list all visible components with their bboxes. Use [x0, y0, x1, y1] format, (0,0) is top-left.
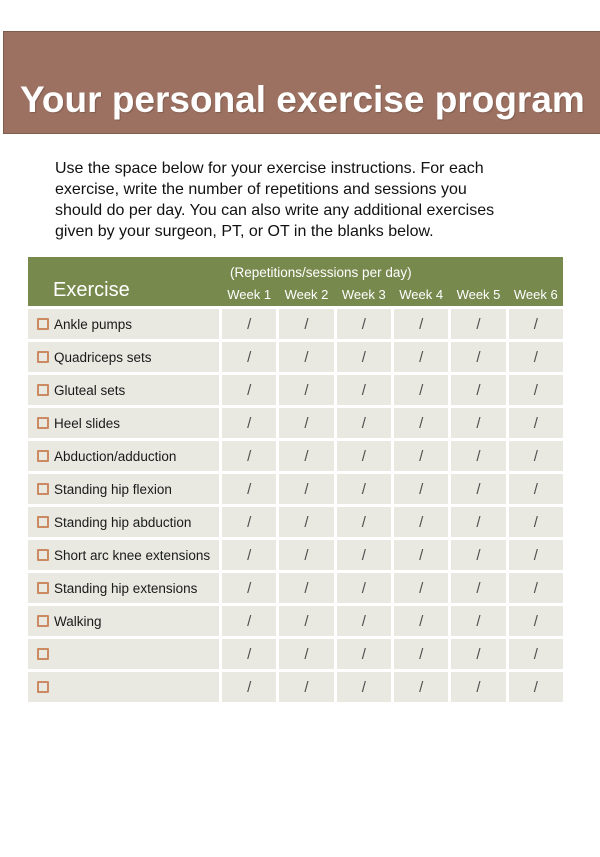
slash-placeholder: / [419, 513, 424, 531]
week-value-cell [509, 573, 563, 603]
exercise-label: Abduction/adduction [54, 448, 177, 464]
week-value-cell [509, 606, 563, 636]
week-value-cell [509, 408, 563, 438]
slash-placeholder: / [533, 381, 538, 399]
slash-placeholder: / [361, 348, 366, 366]
week-value-cell [451, 375, 505, 405]
slash-placeholder: / [419, 678, 424, 696]
slash-placeholder: / [304, 678, 309, 696]
slash-placeholder: / [533, 447, 538, 465]
week-value-cell [222, 375, 276, 405]
table-row [28, 375, 563, 405]
checkbox-icon[interactable] [37, 384, 49, 396]
week-value-cell [279, 672, 333, 702]
exercise-label: Short arc knee extensions [54, 547, 211, 563]
exercise-cell [28, 474, 219, 504]
week-value-cell [509, 540, 563, 570]
exercise-cell [28, 672, 219, 702]
week-value-cell [451, 342, 505, 372]
checkbox-icon[interactable] [37, 450, 49, 462]
slash-placeholder: / [419, 612, 424, 630]
intro-line: should do per day. You can also write any additional exercises [55, 202, 495, 219]
week-value-cell [337, 474, 391, 504]
week-value-cell [509, 639, 563, 669]
table-row [28, 474, 563, 504]
slash-placeholder: / [304, 315, 309, 333]
week-value-cell [394, 540, 448, 570]
week-value-cell [451, 441, 505, 471]
checkbox-icon[interactable] [37, 516, 49, 528]
slash-placeholder: / [247, 447, 252, 465]
week-value-cell [222, 639, 276, 669]
slash-placeholder: / [304, 546, 309, 564]
slash-placeholder: / [419, 414, 424, 432]
table-header [28, 257, 563, 306]
slash-placeholder: / [247, 546, 252, 564]
week-value-cell [222, 672, 276, 702]
week-value-cell [222, 606, 276, 636]
exercise-label: Quadriceps sets [54, 349, 152, 365]
week-value-cell [222, 573, 276, 603]
week-value-cell [279, 474, 333, 504]
exercise-label: Ankle pumps [54, 316, 133, 332]
slash-placeholder: / [304, 381, 309, 399]
slash-placeholder: / [304, 645, 309, 663]
table-row [28, 507, 563, 537]
exercise-cell [28, 408, 219, 438]
week-value-cell [279, 309, 333, 339]
exercise-cell [28, 507, 219, 537]
repetitions-header: (Repetitions/sessions per day) [230, 265, 412, 280]
week-value-cell [451, 639, 505, 669]
week-value-cell [222, 342, 276, 372]
week-value-cell [222, 540, 276, 570]
week-value-cell [222, 474, 276, 504]
week-2-header: Week 2 [284, 287, 329, 302]
slash-placeholder: / [419, 480, 424, 498]
page-banner [3, 31, 600, 134]
slash-placeholder: / [419, 315, 424, 333]
table-body [28, 309, 563, 702]
slash-placeholder: / [533, 678, 538, 696]
checkbox-icon[interactable] [37, 318, 49, 330]
slash-placeholder: / [476, 546, 481, 564]
slash-placeholder: / [476, 348, 481, 366]
table-row [28, 441, 563, 471]
week-value-cell [509, 309, 563, 339]
week-value-cell [394, 441, 448, 471]
exercise-table [28, 257, 563, 702]
week-value-cell [337, 342, 391, 372]
exercise-cell [28, 309, 219, 339]
slash-placeholder: / [476, 678, 481, 696]
slash-placeholder: / [476, 579, 481, 597]
week-value-cell [337, 573, 391, 603]
slash-placeholder: / [361, 678, 366, 696]
slash-placeholder: / [247, 348, 252, 366]
week-value-cell [279, 573, 333, 603]
week-value-cell [279, 408, 333, 438]
page-title: Your personal exercise program [20, 79, 585, 120]
slash-placeholder: / [304, 513, 309, 531]
slash-placeholder: / [533, 315, 538, 333]
slash-placeholder: / [533, 480, 538, 498]
slash-placeholder: / [419, 381, 424, 399]
slash-placeholder: / [247, 612, 252, 630]
exercise-label: Standing hip abduction [54, 514, 192, 530]
slash-placeholder: / [247, 645, 252, 663]
week-value-cell [337, 408, 391, 438]
week-value-cell [222, 408, 276, 438]
week-value-cell [279, 342, 333, 372]
slash-placeholder: / [476, 513, 481, 531]
slash-placeholder: / [476, 414, 481, 432]
slash-placeholder: / [476, 447, 481, 465]
slash-placeholder: / [361, 315, 366, 333]
intro-paragraph [55, 158, 494, 242]
slash-placeholder: / [361, 579, 366, 597]
week-value-cell [279, 606, 333, 636]
week-5-header: Week 5 [456, 287, 501, 302]
week-value-cell [337, 441, 391, 471]
week-value-cell [279, 540, 333, 570]
week-value-cell [337, 540, 391, 570]
exercise-label: Standing hip extensions [54, 580, 198, 596]
slash-placeholder: / [304, 579, 309, 597]
exercise-cell [28, 342, 219, 372]
checkbox-icon[interactable] [37, 648, 49, 660]
week-value-cell [222, 507, 276, 537]
slash-placeholder: / [361, 447, 366, 465]
week-value-cell [279, 441, 333, 471]
week-value-cell [394, 474, 448, 504]
week-value-cell [451, 408, 505, 438]
exercise-cell [28, 639, 219, 669]
exercise-cell [28, 441, 219, 471]
week-value-cell [509, 342, 563, 372]
checkbox-icon[interactable] [37, 351, 49, 363]
checkbox-icon[interactable] [37, 417, 49, 429]
week-value-cell [337, 606, 391, 636]
slash-placeholder: / [533, 546, 538, 564]
slash-placeholder: / [419, 645, 424, 663]
week-value-cell [394, 342, 448, 372]
week-1-header: Week 1 [227, 287, 272, 302]
week-value-cell [451, 309, 505, 339]
slash-placeholder: / [304, 480, 309, 498]
checkbox-icon[interactable] [37, 582, 49, 594]
slash-placeholder: / [476, 480, 481, 498]
slash-placeholder: / [533, 612, 538, 630]
exercise-cell [28, 375, 219, 405]
week-value-cell [509, 441, 563, 471]
slash-placeholder: / [304, 348, 309, 366]
exercise-cell [28, 573, 219, 603]
checkbox-icon[interactable] [37, 681, 49, 693]
table-row [28, 606, 563, 636]
intro-line: Use the space below for your exercise instructions. For each [55, 160, 484, 177]
table-row [28, 342, 563, 372]
week-value-cell [337, 639, 391, 669]
table-row [28, 309, 563, 339]
slash-placeholder: / [361, 480, 366, 498]
week-3-header: Week 3 [341, 287, 386, 302]
exercise-label: Heel slides [54, 415, 121, 431]
week-6-header: Week 6 [513, 287, 558, 302]
exercise-column-header: Exercise [53, 279, 130, 301]
slash-placeholder: / [361, 414, 366, 432]
week-value-cell [451, 474, 505, 504]
slash-placeholder: / [361, 381, 366, 399]
slash-placeholder: / [476, 645, 481, 663]
checkbox-icon[interactable] [37, 615, 49, 627]
slash-placeholder: / [533, 645, 538, 663]
slash-placeholder: / [419, 579, 424, 597]
slash-placeholder: / [247, 678, 252, 696]
exercise-label: Walking [54, 613, 102, 629]
week-value-cell [451, 606, 505, 636]
week-value-cell [394, 309, 448, 339]
slash-placeholder: / [247, 480, 252, 498]
exercise-cell [28, 540, 219, 570]
week-value-cell [451, 672, 505, 702]
week-value-cell [337, 507, 391, 537]
week-value-cell [279, 507, 333, 537]
slash-placeholder: / [361, 546, 366, 564]
week-value-cell [451, 573, 505, 603]
week-value-cell [394, 375, 448, 405]
week-value-cell [279, 375, 333, 405]
slash-placeholder: / [533, 414, 538, 432]
week-value-cell [394, 672, 448, 702]
week-value-cell [394, 606, 448, 636]
table-row [28, 408, 563, 438]
slash-placeholder: / [533, 579, 538, 597]
exercise-label: Gluteal sets [54, 382, 126, 398]
checkbox-icon[interactable] [37, 483, 49, 495]
week-value-cell [394, 507, 448, 537]
slash-placeholder: / [304, 447, 309, 465]
week-4-header: Week 4 [399, 287, 444, 302]
week-value-cell [222, 309, 276, 339]
week-value-cell [509, 672, 563, 702]
slash-placeholder: / [304, 612, 309, 630]
slash-placeholder: / [419, 447, 424, 465]
week-value-cell [509, 474, 563, 504]
week-value-cell [394, 639, 448, 669]
week-value-cell [451, 507, 505, 537]
slash-placeholder: / [419, 348, 424, 366]
week-value-cell [337, 309, 391, 339]
week-value-cell [279, 639, 333, 669]
slash-placeholder: / [476, 315, 481, 333]
slash-placeholder: / [476, 612, 481, 630]
week-value-cell [394, 408, 448, 438]
slash-placeholder: / [304, 414, 309, 432]
week-value-cell [394, 573, 448, 603]
slash-placeholder: / [361, 645, 366, 663]
week-value-cell [509, 375, 563, 405]
slash-placeholder: / [247, 579, 252, 597]
slash-placeholder: / [247, 513, 252, 531]
week-value-cell [337, 375, 391, 405]
table-row [28, 639, 563, 669]
exercise-cell [28, 606, 219, 636]
slash-placeholder: / [247, 315, 252, 333]
intro-line: given by your surgeon, PT, or OT in the blanks below. [55, 223, 434, 240]
intro-line: exercise, write the number of repetitions and sessions you [55, 181, 467, 198]
table-row [28, 573, 563, 603]
week-value-cell [337, 672, 391, 702]
table-row [28, 672, 563, 702]
slash-placeholder: / [247, 381, 252, 399]
week-value-cell [222, 441, 276, 471]
slash-placeholder: / [476, 381, 481, 399]
week-value-cell [509, 507, 563, 537]
slash-placeholder: / [361, 612, 366, 630]
slash-placeholder: / [361, 513, 366, 531]
slash-placeholder: / [533, 348, 538, 366]
table-row [28, 540, 563, 570]
slash-placeholder: / [247, 414, 252, 432]
checkbox-icon[interactable] [37, 549, 49, 561]
week-value-cell [451, 540, 505, 570]
slash-placeholder: / [533, 513, 538, 531]
slash-placeholder: / [419, 546, 424, 564]
exercise-label: Standing hip flexion [54, 481, 172, 497]
